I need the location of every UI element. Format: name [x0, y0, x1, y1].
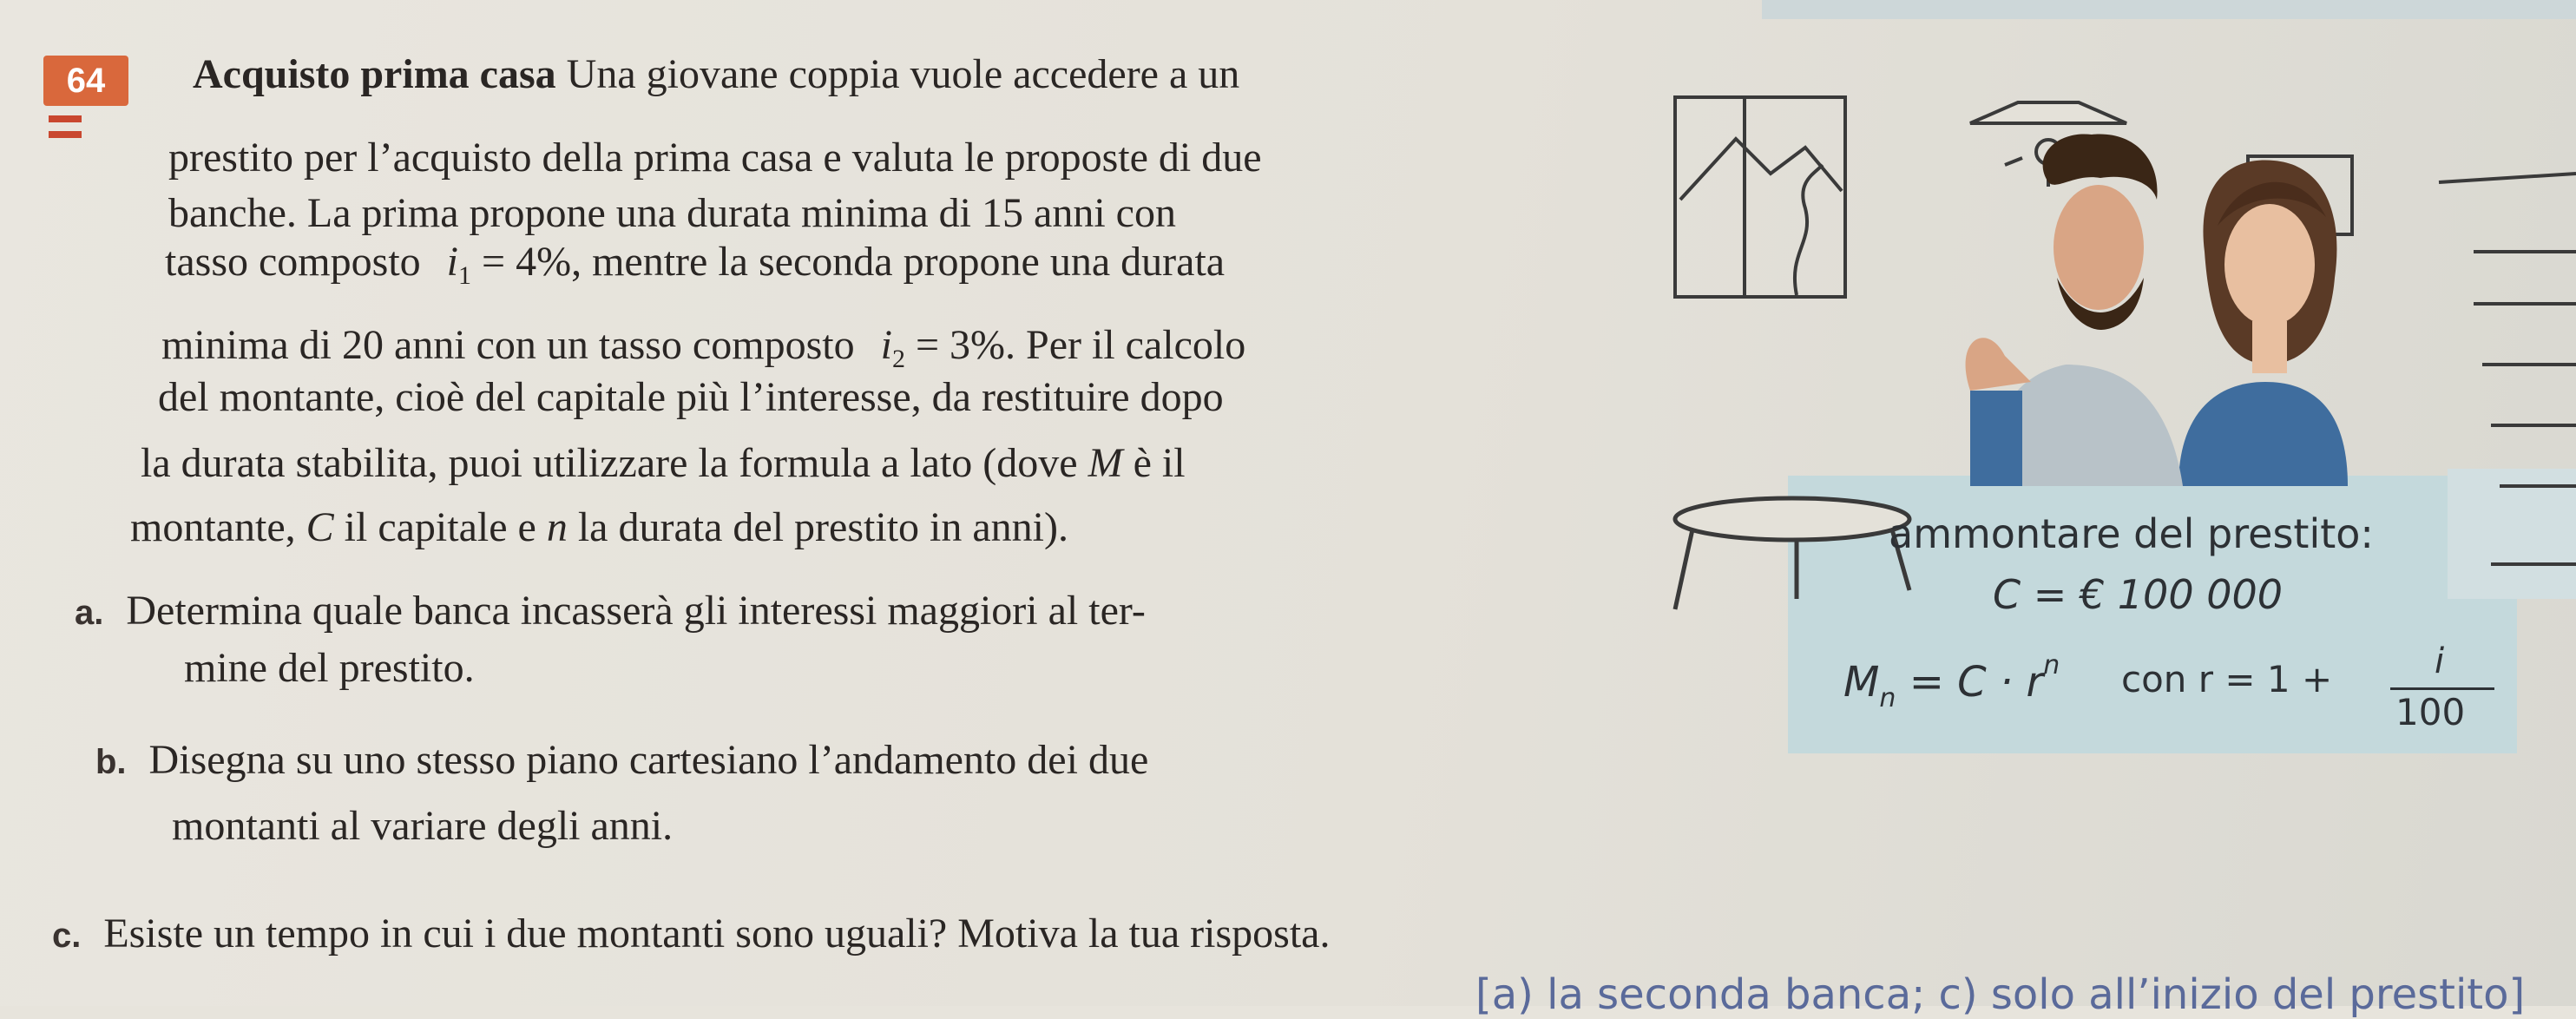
math-i2: $i_2$: [880, 322, 905, 373]
item-c-line-1: c. Esiste un tempo in cui i due montanti sono uguali? Motiva la tua risposta.: [52, 911, 1331, 957]
exercise-number-badge: 64: [43, 56, 128, 106]
intro-line-3: banche. La prima propone una durata minima di 15 anni con: [168, 190, 1176, 236]
top-color-strip: [1762, 0, 2576, 19]
loan-capital: C = € 100 000: [1993, 571, 2284, 618]
item-b-line-1: b. Disegna su uno stesso piano cartesiano l’andamento dei due: [95, 737, 1149, 783]
item-a-line-2: mine del prestito.: [184, 645, 475, 691]
montante-formula: $M_n = C \cdot r^n$: [1843, 650, 2060, 713]
math-i1: $i_1$: [446, 239, 471, 290]
fraction-numerator: i: [2435, 641, 2445, 681]
item-b-letter: b.: [95, 743, 127, 781]
loan-amount-label: ammontare del prestito:: [1889, 510, 2374, 557]
exercise-title: Acquisto prima casa: [193, 51, 556, 97]
fraction-denominator: 100: [2395, 691, 2466, 733]
intro-line-6: del montante, cioè del capitale più l’interesse, da restituire dopo: [158, 374, 1224, 420]
rate-formula: con r = 1 +: [2121, 658, 2333, 700]
item-a-line-1: a. Determina quale banca incasserà gli interessi maggiori al ter-: [75, 588, 1146, 634]
intro-line-2: prestito per l’acquisto della prima casa e valuta le proposte di due: [168, 135, 1262, 181]
difficulty-marks: [49, 111, 123, 118]
item-c-letter: c.: [52, 917, 82, 955]
item-b-line-2: montanti al variare degli anni.: [172, 803, 674, 849]
intro-line-7: la durata stabilita, puoi utilizzare la formula a lato (dove M è il: [141, 440, 1186, 486]
intro-line-4: tasso composto $i_1 = 4\%$, mentre la seconda propone una durata: [165, 239, 1226, 290]
intro-line-5: minima di 20 anni con un tasso composto $i_2 = 3\%$. Per il calcolo: [161, 322, 1246, 373]
handwritten-answer: [a) la seconda banca; c) solo all’inizio del prestito]: [1475, 970, 2526, 1019]
intro-line-8: montante, C il capitale e n la durata del prestito in anni).: [130, 504, 1068, 550]
intro-line-1: Acquisto prima casa Una giovane coppia vuole accedere a un: [193, 51, 1240, 97]
fraction-bar: [2390, 687, 2494, 690]
item-a-letter: a.: [75, 594, 104, 632]
